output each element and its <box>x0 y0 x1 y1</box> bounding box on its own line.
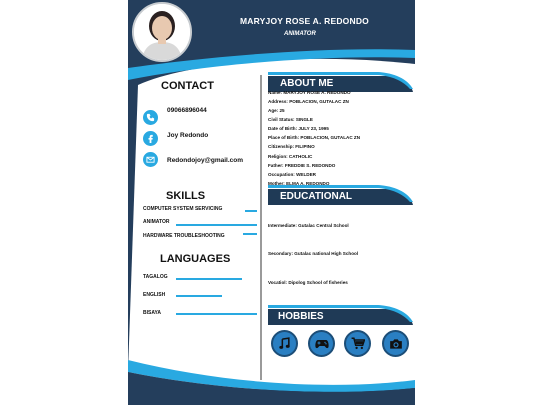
contact-phone: 09066896044 <box>167 107 207 114</box>
mail-icon <box>143 152 158 167</box>
full-name: MARYJOY ROSE A. REDONDO <box>240 16 369 26</box>
facebook-icon <box>143 131 158 146</box>
languages-heading: LANGUAGES <box>160 253 231 265</box>
skills-heading: SKILLS <box>166 190 206 202</box>
language-item: BISAYA <box>143 310 161 316</box>
skill-item: ANIMATOR <box>143 219 170 225</box>
skill-item: COMPUTER SYSTEM SERVICING <box>143 206 223 212</box>
about-line: Date of Birth: JULY 23, 1995 <box>268 126 329 131</box>
language-bar <box>176 278 242 280</box>
about-line: Religion: CATHOLIC <box>268 154 313 159</box>
skill-bar <box>243 233 257 235</box>
education-line: Vocatiol: Dipolog School of fisheries <box>268 280 348 285</box>
contact-email: Redondojoy@gmail.com <box>167 157 244 164</box>
skill-item: HARDWARE TROUBLESHOOTING <box>143 233 225 239</box>
skill-bar <box>176 224 257 226</box>
about-line: Age: 25 <box>268 108 285 113</box>
music-icon <box>271 330 298 357</box>
about-line: Citizenship: FILIPINO <box>268 144 315 149</box>
avatar-portrait <box>134 4 190 60</box>
shopping-cart-icon <box>344 330 371 357</box>
hobbies-heading: HOBBIES <box>278 311 324 322</box>
education-line: Intermediate: Gutalac Central School <box>268 223 349 228</box>
gamepad-icon <box>308 330 335 357</box>
language-bar <box>176 295 222 297</box>
camera-icon <box>382 330 409 357</box>
education-line: Secondary: Gutalac national High School <box>268 251 359 256</box>
about-line: Father: FREDDIE S. REDONDO <box>268 163 336 168</box>
about-line: Civil Status: SINGLE <box>268 117 313 122</box>
phone-icon <box>143 110 158 125</box>
contact-facebook: Joy Redondo <box>167 132 209 139</box>
about-line: Name: MARYJOY ROSE A. REDONDO <box>268 90 351 95</box>
language-item: ENGLISH <box>143 292 166 298</box>
language-bar <box>176 313 257 315</box>
resume-page <box>128 0 415 405</box>
column-divider <box>260 75 262 380</box>
about-line: Address: POBLACION, GUTALAC ZN <box>268 99 349 104</box>
about-heading: ABOUT ME <box>280 78 334 89</box>
job-title: ANIMATOR <box>284 31 316 37</box>
language-item: TAGALOG <box>143 274 168 280</box>
about-line: Mother: ELMA A. REDONDO <box>268 181 330 186</box>
education-heading: EDUCATIONAL <box>280 191 353 202</box>
about-line: Place of Birth: POBLACION, GUTALAC ZN <box>268 135 361 140</box>
profile-photo <box>132 2 192 62</box>
contact-heading: CONTACT <box>161 80 214 92</box>
skill-bar <box>245 210 257 212</box>
about-line: Occupation: WELDER <box>268 172 316 177</box>
